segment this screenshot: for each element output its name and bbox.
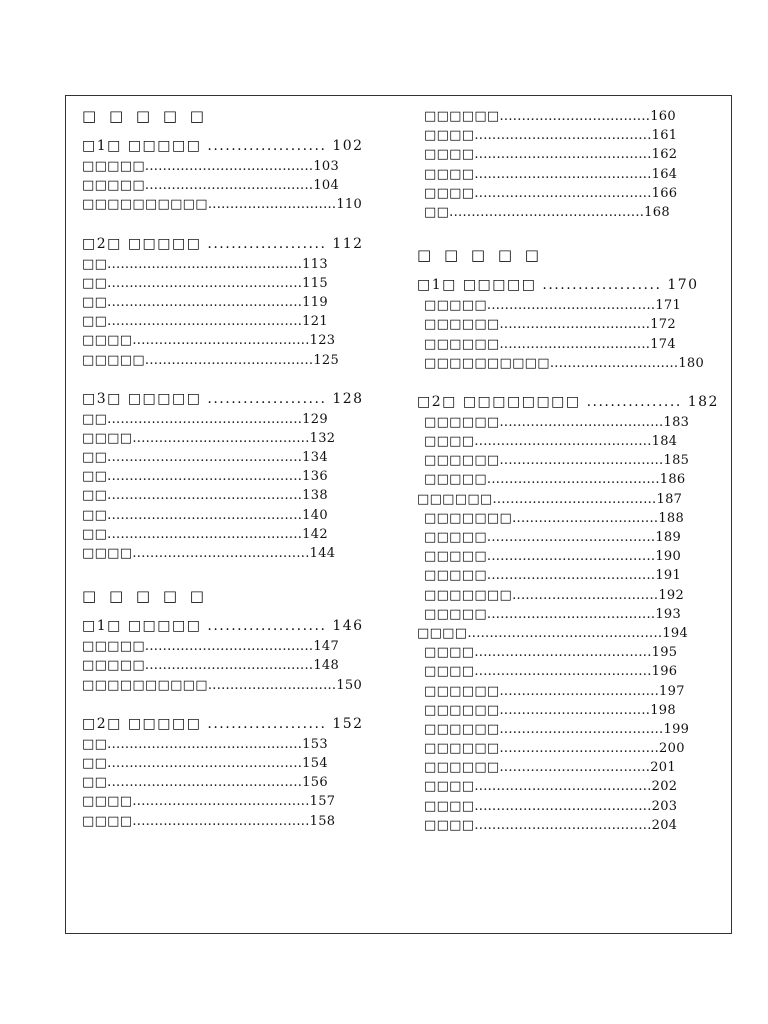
toc-chapter-heading: □3□ □□□□□ .................... 128 xyxy=(82,390,364,407)
toc-entry[interactable]: □□□□........................................184 xyxy=(424,434,678,450)
toc-entry[interactable]: □□□□□......................................104 xyxy=(82,178,340,194)
toc-entry[interactable]: □□............................................119 xyxy=(82,294,328,310)
toc-entry[interactable]: □□□□□□....................................200 xyxy=(424,741,685,757)
toc-chapter-heading: □1□ □□□□□ .................... 146 xyxy=(82,618,364,635)
toc-entry[interactable]: □□............................................168 xyxy=(424,204,670,220)
toc-entry[interactable]: □□............................................134 xyxy=(82,450,328,466)
toc-entry[interactable]: □□............................................129 xyxy=(82,411,328,427)
toc-entry[interactable]: □□□□........................................158 xyxy=(82,813,336,829)
toc-chapter-heading: □1□ □□□□□ .................... 102 xyxy=(82,138,364,154)
toc-entry[interactable]: □□□□□□□□□□.............................110 xyxy=(82,197,363,213)
toc-entry[interactable]: □□□□............................................194 xyxy=(417,625,689,641)
toc-entry[interactable]: □□............................................113 xyxy=(82,256,328,272)
toc-entry[interactable]: □□............................................115 xyxy=(82,275,328,291)
toc-entry[interactable]: □□□□□......................................103 xyxy=(82,159,340,174)
toc-entry[interactable]: □□□□□......................................193 xyxy=(424,606,682,622)
toc-entry[interactable]: □□□□........................................144 xyxy=(82,546,336,561)
toc-entry[interactable]: □□............................................121 xyxy=(82,314,328,330)
toc-entry[interactable]: □□□□□......................................190 xyxy=(424,549,682,565)
toc-entry[interactable]: □□□□□□.....................................185 xyxy=(424,453,690,469)
toc-chapter-heading: □2□ □□□□□□□□ ................ 182 xyxy=(417,393,719,410)
toc-entry[interactable]: □□□□□□....................................197 xyxy=(424,683,685,699)
toc-entry[interactable]: □□............................................138 xyxy=(82,488,328,504)
toc-entry[interactable]: □□□□□□□□□□.............................180 xyxy=(424,355,705,371)
toc-entry[interactable]: □□............................................136 xyxy=(82,469,328,485)
toc-entry[interactable]: □□............................................142 xyxy=(82,526,328,542)
toc-column-right xyxy=(417,96,717,835)
toc-entry[interactable]: □□□□□□..................................160 xyxy=(424,109,676,124)
toc-part-heading: □ □ □ □ □ xyxy=(82,107,208,125)
toc-entry[interactable]: □□□□□□..................................174 xyxy=(424,336,676,352)
toc-entry[interactable]: □□□□□□□.................................188 xyxy=(424,510,685,526)
toc-column-left xyxy=(82,96,372,831)
toc-entry[interactable]: □□............................................153 xyxy=(82,736,328,752)
toc-chapter-heading: □2□ □□□□□ .................... 112 xyxy=(82,235,364,252)
toc-entry[interactable]: □□□□........................................123 xyxy=(82,333,336,349)
toc-entry[interactable]: □□□□□.......................................186 xyxy=(424,472,686,488)
toc-entry[interactable]: □□□□□□□□□□.............................150 xyxy=(82,677,363,693)
toc-entry[interactable]: □□□□□□..................................198 xyxy=(424,702,676,718)
toc-entry[interactable]: □□□□□□.....................................187 xyxy=(417,491,683,507)
toc-entry[interactable]: □□□□........................................166 xyxy=(424,185,678,201)
toc-entry[interactable]: □□□□□□.....................................183 xyxy=(424,414,690,430)
toc-entry[interactable]: □□□□□□..................................201 xyxy=(424,760,676,776)
toc-entry[interactable]: □□□□........................................132 xyxy=(82,430,336,446)
toc-entry[interactable]: □□□□........................................196 xyxy=(424,664,678,680)
toc-entry[interactable]: □□............................................140 xyxy=(82,507,328,523)
toc-entry[interactable]: □□□□........................................202 xyxy=(424,779,678,795)
toc-entry[interactable]: □□□□□□.....................................199 xyxy=(424,721,690,737)
toc-page xyxy=(65,95,732,934)
toc-entry[interactable]: □□............................................156 xyxy=(82,775,328,791)
toc-entry[interactable]: □□□□........................................157 xyxy=(82,794,336,810)
toc-part-heading: □ □ □ □ □ xyxy=(82,587,208,606)
toc-chapter-heading: □1□ □□□□□ .................... 170 xyxy=(417,277,699,294)
toc-chapter-heading: □2□ □□□□□ .................... 152 xyxy=(82,715,364,732)
toc-entry[interactable]: □□□□□......................................191 xyxy=(424,568,682,584)
toc-entry[interactable]: □□□□□□□.................................192 xyxy=(424,587,685,603)
toc-entry[interactable]: □□□□........................................204 xyxy=(424,817,678,833)
toc-entry[interactable]: □□□□□......................................125 xyxy=(82,352,340,368)
toc-entry[interactable]: □□□□□......................................148 xyxy=(82,658,340,674)
toc-entry[interactable]: □□□□□......................................189 xyxy=(424,530,682,545)
toc-entry[interactable]: □□□□□......................................147 xyxy=(82,639,340,655)
toc-part-heading: □ □ □ □ □ xyxy=(417,246,543,265)
toc-entry[interactable]: □□□□□......................................171 xyxy=(424,298,682,314)
toc-entry[interactable]: □□□□........................................162 xyxy=(424,147,678,163)
toc-entry[interactable]: □□............................................154 xyxy=(82,755,328,771)
toc-entry[interactable]: □□□□........................................203 xyxy=(424,798,678,814)
toc-entry[interactable]: □□□□□□..................................172 xyxy=(424,317,676,333)
toc-entry[interactable]: □□□□........................................161 xyxy=(424,128,678,144)
toc-entry[interactable]: □□□□........................................164 xyxy=(424,166,678,182)
toc-entry[interactable]: □□□□........................................195 xyxy=(424,645,678,661)
